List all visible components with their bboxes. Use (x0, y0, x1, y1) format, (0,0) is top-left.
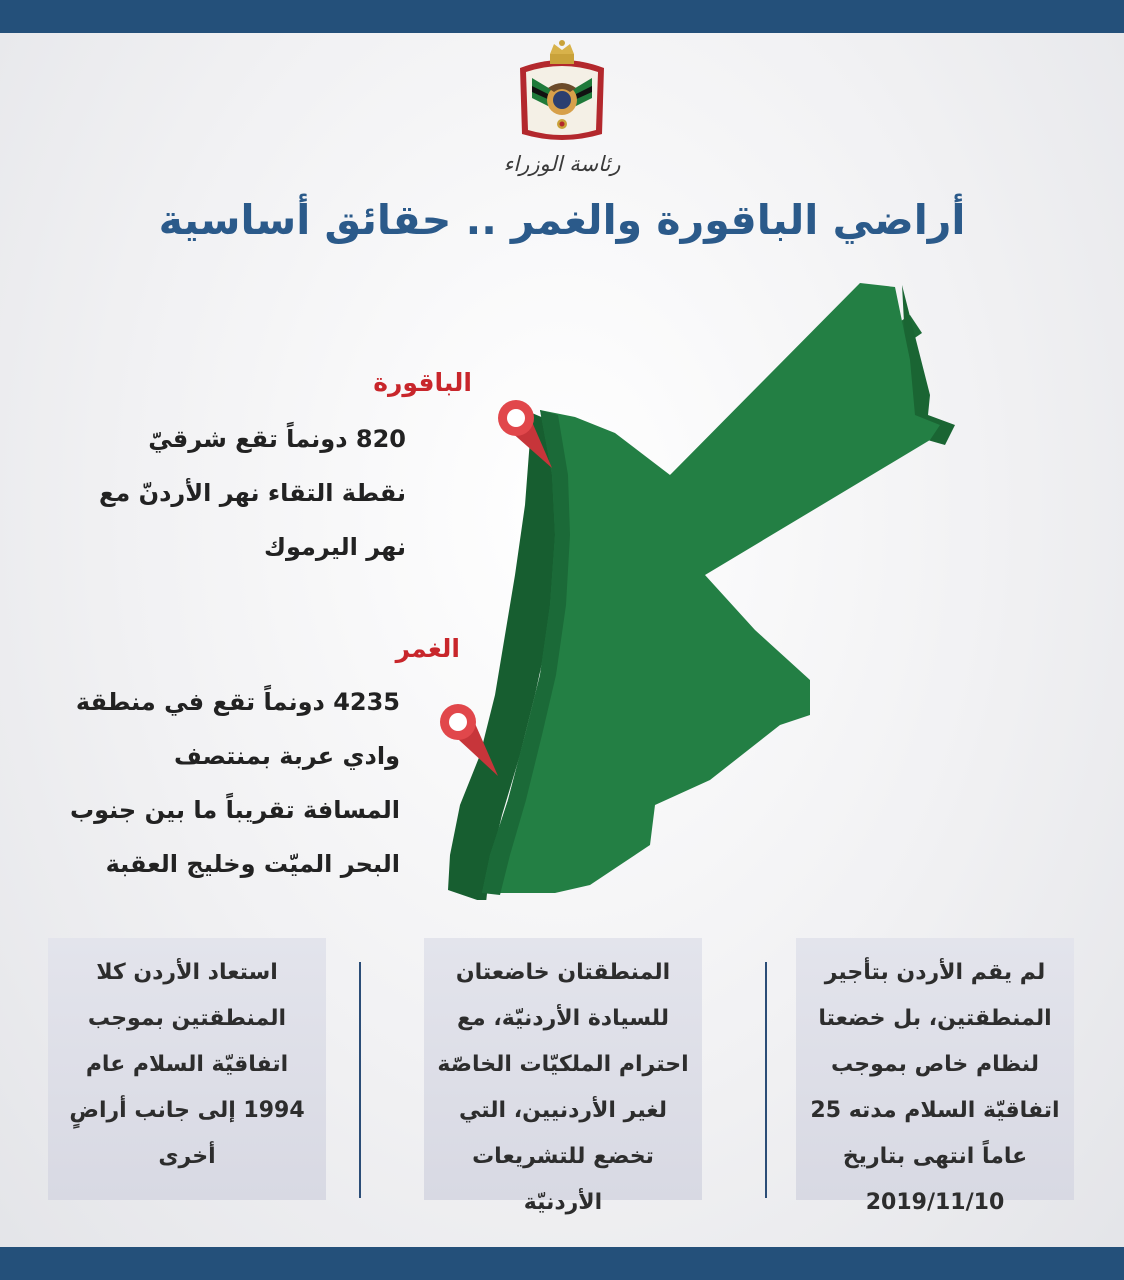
fact-line: احترام الملكيّات الخاصّة (437, 1052, 689, 1077)
fact-line: 2019/11/10 (865, 1190, 1005, 1215)
description-line: نهر اليرموك (263, 533, 406, 561)
fact-line: استعاد الأردن كلا (96, 960, 278, 985)
page-title: أراضي الباقورة والغمر .. حقائق أساسية (158, 196, 966, 244)
fact-line: تخضع للتشريعات (472, 1144, 654, 1169)
fact-box-sovereignty (424, 938, 702, 1215)
divider (359, 962, 361, 1198)
description-line: 4235 دونماً تقع في منطقة (75, 688, 400, 716)
ghumar-pin-icon (438, 702, 500, 780)
fact-line: أخرى (158, 1144, 216, 1169)
description-line: البحر الميّت وخليج العقبة (105, 850, 400, 878)
fact-box-lease (796, 938, 1074, 1215)
area-description-ghumar (69, 675, 400, 891)
divider (765, 962, 767, 1198)
baqoura-pin-icon (496, 398, 558, 472)
description-line: نقطة التقاء نهر الأردنّ مع (99, 479, 406, 507)
area-name-baqoura: الباقورة (373, 368, 472, 397)
description-line: المسافة تقريباً ما بين جنوب (69, 796, 400, 824)
fact-line: عاماً انتهى بتاريخ (842, 1144, 1028, 1169)
area-name-ghumar: الغمر (395, 634, 460, 663)
fact-box-recovery (48, 938, 326, 1200)
fact-line: اتفاقيّة السلام مدته 25 (810, 1098, 1060, 1123)
fact-line: 1994 إلى جانب أراضٍ (69, 1098, 305, 1123)
fact-line: للسيادة الأردنيّة، مع (457, 1006, 669, 1031)
government-label: رئاسة الوزراء (503, 152, 621, 176)
fact-line: الأردنيّة (523, 1190, 603, 1215)
fact-line: المنطقتين بموجب (87, 1006, 287, 1031)
area-description-baqoura (99, 412, 406, 574)
fact-line: لم يقم الأردن بتأجير (824, 960, 1046, 985)
fact-line: المنطقتين، بل خضعتا (818, 1006, 1052, 1031)
top-bar (0, 0, 1124, 33)
description-line: وادي عربة بمنتصف (174, 742, 400, 770)
bottom-bar (0, 1247, 1124, 1280)
jordan-map (440, 275, 970, 900)
fact-line: لنظام خاص بموجب (830, 1052, 1040, 1077)
fact-line: المنطقتان خاضعتان (455, 960, 671, 985)
fact-line: لغير الأردنيين، التي (459, 1098, 667, 1123)
fact-line: اتفاقيّة السلام عام (85, 1052, 289, 1077)
description-line: 820 دونماً تقع شرقيّ (148, 425, 406, 453)
coat-of-arms-icon (512, 38, 612, 146)
